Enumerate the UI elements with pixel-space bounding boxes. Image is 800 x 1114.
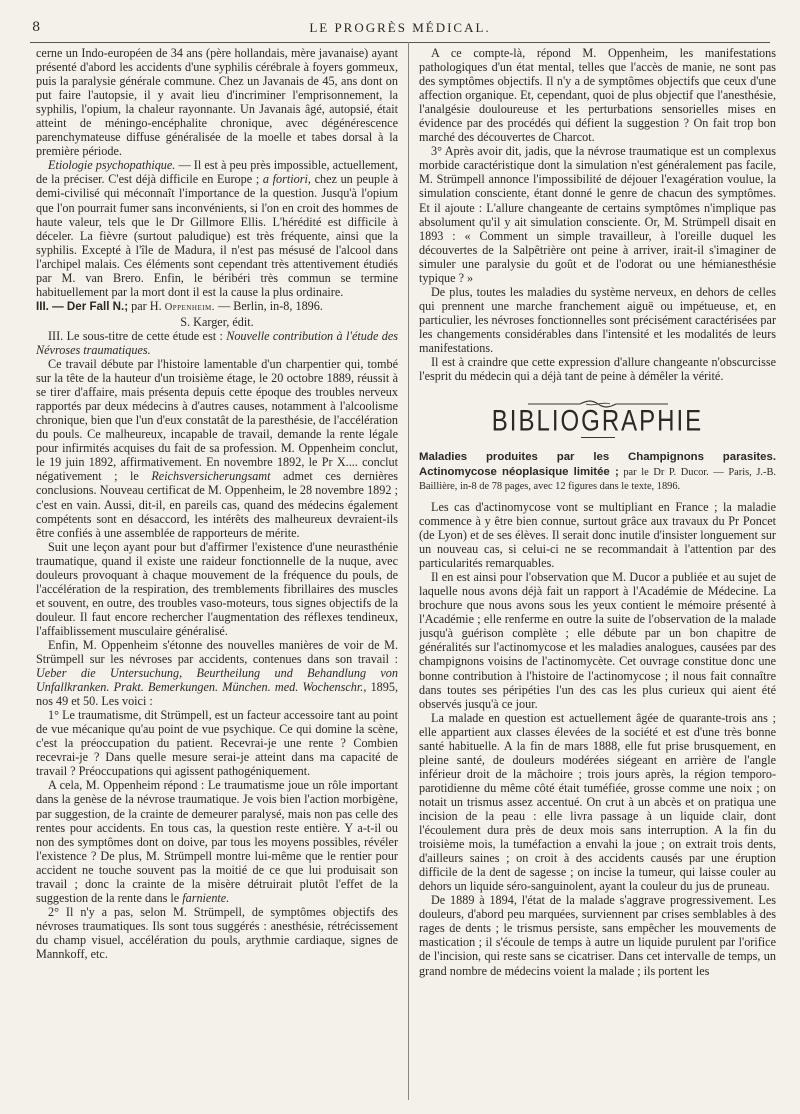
italic-run: Reichsversicherungsamt bbox=[151, 469, 271, 484]
review-author-prefix: par H. bbox=[128, 298, 165, 313]
text-run: — Il est à peu près impossible, actuellement, de la préciser. C'est déjà difficile en Europe ; bbox=[36, 158, 398, 187]
italic-run: farniente. bbox=[182, 890, 230, 905]
paragraph: 2° Il n'y a pas, selon M. Strümpell, de symptômes objectifs des névroses traumatiques. Ils sont tous suggérés : anesthésie, rétrécissement du champ visuel, accélération du pouls, arythmie cardiaque, signes de Mannkoff, etc. bbox=[36, 904, 398, 961]
paragraph: La malade en question est actuellement âgée de quarante-trois ans ; elle appartient aux classes élevées de la société et est d'une très bonne santé habituelle. A la fin de mars 1888, elle fut prise brusquement, en pleine santé, de douleurs modérées siégeant en arrière de l'angle inférieur droit de la mâchoire ; trois jours après, la région temporo-parotidienne du même côté était tuméfiée, grosse comme une noix ; on notait un trismus assez accentué. On crut à un abcès et on pratiqua une incision de la peau : elle livra passage à un liquide clair, dont l'écoulement dura près de deux mois sans interruption. A la fin du troisième mois, la tuméfaction a envahi la joue ; on extrait trois dents, d'ailleurs saines ; on croit à des accidents causés par une éruption difficile de la dent de sagesse ; on incise la tumeur, qui laisse couler au dehors un liquide séro-sanguinolent, ayant la couleur du jus de pruneau. bbox=[419, 710, 776, 894]
text-run: , chez un peuple à demi-civilisé qui méconnaît l'importance de la question. Jusqu'à l'opium que l'on pourrait fumer sans inconvénients, si l'on en croit des hommes de haute valeur, tels que le Dr Gillmore Ellis. L'hérédité est difficile à déceler. La fièvre (surtout paludique) est très fréquente, ainsi que la syphilis. Excepté à l'île de Madura, il n'est pas mésusé de l'alcool dans l'archipel malais. Ces éléments sont cependant très attentivement étudiés par M. van Brero. Enfin, le béribéri très commun se termine habituellement par la mort dont il est la cause la plus ordinaire. bbox=[36, 172, 398, 299]
paragraph: Suit une leçon ayant pour but d'affirmer l'existence d'une neurasthénie traumatique, quand il existe une raideur fonctionnelle de la nuque, avec douleurs provoquant à chaque mouvement de la fréquence du pouls, de l'accélération de la respiration, des tremblements fibrillaires des muscles et souvent, en outre, des troubles vaso-moteurs, tous signes objectifs de la douleur. Il faut encore rechercher l'augmentation des réflexes tendineux, l'affaiblissement musculaire généralisé. bbox=[36, 539, 398, 638]
paragraph: Les cas d'actinomycose vont se multipliant en France ; la maladie commence à y être bien connue, surtout grâce aux travaux du Pr Poncet (de Lyon) et de ses élèves. Il serait donc inutile d'insister longuement sur un nouveau cas, si celui-ci ne se recommandait à l'attention par des particularités remarquables. bbox=[419, 499, 776, 571]
review-number: III. — Der Fall N.; bbox=[36, 299, 129, 313]
paragraph bbox=[36, 778, 398, 904]
review-publication: — Berlin, in-8, 1896. bbox=[214, 298, 323, 313]
page-number: 8 bbox=[32, 20, 41, 35]
review-publisher: S. Karger, édit. bbox=[180, 314, 254, 329]
paragraph: A ce compte-là, répond M. Oppenheim, les manifestations pathologiques d'un état mental, telles que l'accès de manie, ne sont pas des symptômes objectifs. Il n'y a de symptômes objectifs que ceux d'une affection organique. Et, cependant, quoi de plus objectif que l'anesthésie, l'analgésie douloureuse et les perturbations sensorielles mises en évidence par des procédés qui défient la suggestion ? On fait trop bon marché des découvertes de Charcot. bbox=[419, 46, 776, 145]
text-run: Enfin, M. Oppenheim s'étonne des nouvelles manières de voir de M. Strümpell sur les névroses par accidents, contenues dans son travail : bbox=[36, 637, 398, 667]
italic-run: a fortiori bbox=[262, 172, 308, 187]
paragraph: 3° Après avoir dit, jadis, que la névrose traumatique est un complexus morbide caractéristique dont la simulation n'est généralement pas facile, M. Strümpell annonce l'impossibilité de déjouer l'exagération voulue, la simulation consciente, étant donné le genre de chacun des symptômes. Et il ajoute : L'allure changeante de certains symptômes n'implique pas absolument qu'il y ait simulation consciente. Or, M. Strümpell disait en 1893 : « Comment un simple travailleur, à l'oreille duquel les découvertes de la Salpêtrière ont peine à arriver, irait-il s'imaginer de simuler une paralysie du goût et de l'odorat ou une hémianesthésie typique ? » bbox=[419, 144, 776, 285]
italic-run: Ueber die Untersuchung, Beurtheilung und Behandlung von Unfallkranken. Prakt. Bemerkungen. München. med. Wochenschr. bbox=[36, 666, 398, 695]
right-column bbox=[419, 46, 776, 1104]
text-run: admet ces dernières conclusions. Nouveau certificat de M. Oppenheim, le 28 novembre 1892 ; c'est en vain. Aussi, dit-il, en pareils cas, quand des médecins également compétents sont en désaccord, les intérêts des malheureux devraient-ils être confiés à une assemblée de rapporteurs de mérite. bbox=[36, 469, 398, 540]
paragraph bbox=[36, 357, 398, 540]
paragraph: Il est à craindre que cette expression d'allure changeante n'obscurcisse l'esprit du médecin qui a déjà tant de peine à démêler la vérité. bbox=[419, 355, 776, 384]
italic-run: Etiologie psychopathique. bbox=[48, 158, 176, 173]
paragraph: cerne un Indo-européen de 34 ans (père hollandais, mère javanaise) ayant présenté d'abord les accidents d'une syphilis cérébrale à foyers gommeux, puis la paralysie générale commune. Chez un Javanais de 45, ans dont on put faire l'autopsie, il y avait lieu d'incriminer l'emprisonnement, la syphilis, l'opium, la chaleur rayonnante. Un Javanais âgé, autopsié, était atteint de méningo-encéphalite chronique, avec dégénérescence parenchymateuse diffuse généralisée de la moelle et tabes dorsal à la première période. bbox=[36, 46, 398, 159]
paragraph bbox=[36, 638, 398, 708]
text-run: Ce travail débute par l'histoire lamentable d'un charpentier qui, tombé sur la tête de la hauteur d'un troisième étage, le 20 octobre 1889, réussit à se tirer d'affaire, mais présenta depuis cette époque des troubles nerveux rapportés par deux médecins à d'autres causes, notamment à l'alcoolisme chronique, bien que l'un d'eux constatât de la paresthésie, de l'accélération du pouls. Ce malheureux, incapable de travail, demande la rente légale pour infirmités acquises du fait de sa profession. M. Oppenheim conclut, le 19 juin 1892, affirmativement. En novembre 1892, le Pr X.... conclut négativement ; le bbox=[36, 357, 398, 484]
paragraph: De plus, toutes les maladies du système nerveux, en dehors de celles qui prennent une marche franchement aiguë ou impétueuse, et, en particulier, les névroses fonctionnelles sont précisément caractérisées par les changements considérables dans l'intensité et les modalités de leurs manifestations. bbox=[419, 284, 776, 355]
running-title: LE PROGRÈS MÉDICAL. bbox=[309, 20, 491, 35]
text-run: A cela, M. Oppenheim répond : Le traumatisme joue un rôle important dans la genèse de la névrose traumatique. Je vois bien l'action morbigène, par suggestion, de la crainte de demeurer paralysé, mais non pas celle des rentes pour accidents. En tous cas, la question reste entière. Y a-t-il ou non des symptômes dont on doive, par tous les moyens possibles, révéler l'existence ? De plus, M. Strümpell montre lui-même que le rentier pour accident ne touche souvent pas la moitié de ce que lui produisait son travail ; donc la crainte de la misère détruirait plutôt l'effet de la suggestion de la rente dans le bbox=[36, 778, 398, 905]
page-header bbox=[30, 16, 770, 43]
review-heading bbox=[36, 299, 398, 315]
text-run: , 1895, nos 49 et 50. Les voici : bbox=[36, 680, 398, 709]
review-author: Oppenheim. bbox=[164, 301, 215, 313]
paragraph bbox=[36, 329, 398, 357]
paragraph bbox=[36, 158, 398, 298]
text-run: III. Le sous-titre de cette étude est : bbox=[48, 328, 227, 343]
book-title: Maladies produites par les Champignons parasites. Actinomycose néoplasique limitée ; bbox=[419, 451, 776, 478]
left-column bbox=[36, 46, 398, 1104]
section-title: BIBLIOGRAPHIE bbox=[491, 404, 704, 439]
paragraph: Il en est ainsi pour l'observation que M. Ducor a publiée et au sujet de laquelle nous avons déjà fait un rapport à l'Académie de Médecine. La brochure que nous avons sous les yeux contient le mémoire présenté à l'Académie ; elle renferme en outre la suite de l'observation de la malade jusqu'à guérison complète ; elle débute par un bon chapitre de généralités sur l'actinomycose et les maladies analogues, causées par des champignons voisins de l'actinomycète. Cet ouvrage constitue donc une bonne contribution à l'histoire de l'actinomycose ; il nous fait connaître dans toutes ses péripéties l'un des cas les plus curieux qui aient été observés jusqu'à ce jour. bbox=[419, 570, 776, 711]
paragraph: De 1889 à 1894, l'état de la malade s'aggrave progressivement. Les douleurs, d'abord peu marquées, surviennent par crises semblables à des rages de dents ; le trismus persiste, sans empêcher les mouvements de mastication ; il s'écoule de temps à autre un liquide purulent par l'orifice de l'incision, qui reste sans se cicatriser. Dans cet intervalle de temps, un grand nombre de médecins voient la malade ; ils portent les bbox=[419, 893, 776, 978]
column-divider bbox=[408, 42, 409, 1100]
bibliography-entry-heading bbox=[419, 450, 776, 494]
paragraph: 1° Le traumatisme, dit Strümpell, est un facteur accessoire tant au point de vue mécanique qu'au point de vue psychique. Ce qui domine la scène, c'est la préoccupation du patient. Recevrai-je une rente ? Combien recevrai-je ? Dans quelle mesure serai-je atteint dans ma capacité de travail ? Préoccupations qui agissent pathogéniquement. bbox=[36, 708, 398, 779]
italic-run: Nouvelle contribution à l'étude des Névroses traumatiques. bbox=[36, 328, 398, 357]
book-details: par le Dr P. Ducor. — Paris, J.-B. Baillière, in-8 de 78 pages, avec 12 figures dans le texte, 1896. bbox=[419, 466, 776, 493]
